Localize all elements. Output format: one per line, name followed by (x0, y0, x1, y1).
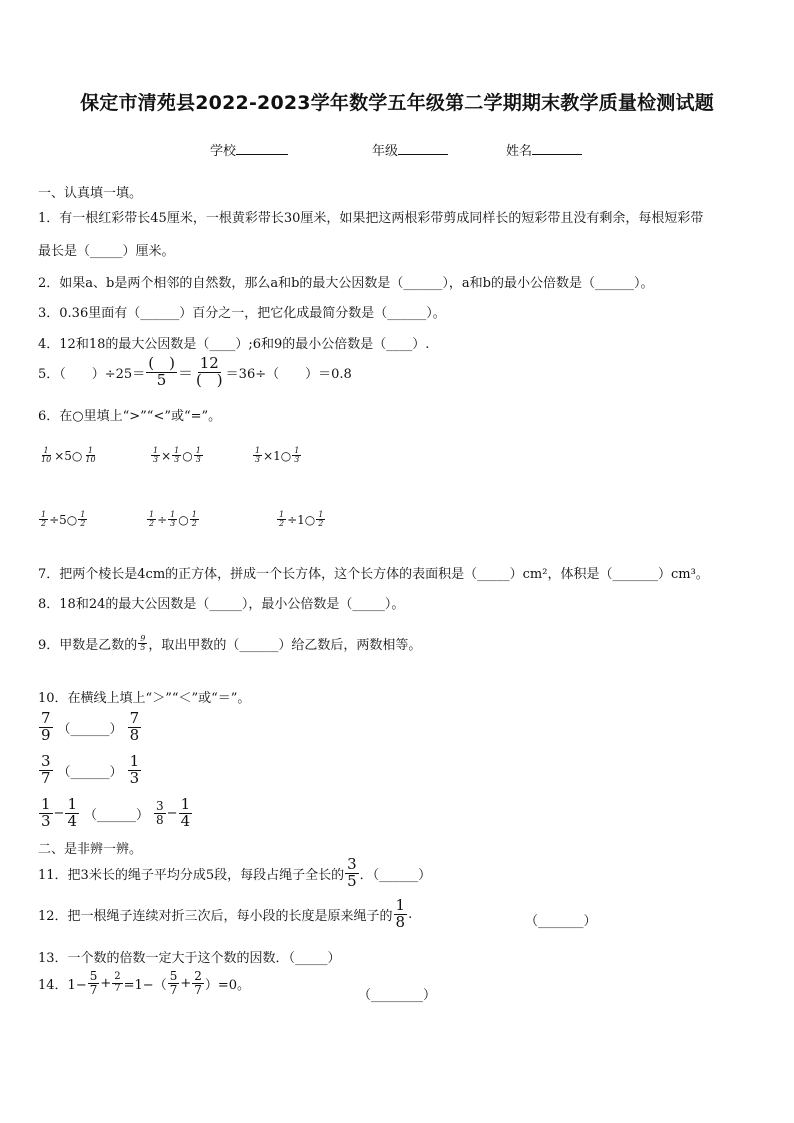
question-7: 7．把两个棱长是4cm的正方体，拼成一个长方体，这个长方体的表面积是（_____）cm²，体积是（_______）cm³。 (38, 567, 709, 582)
section-1-heading: 一、认真填一填。 (38, 186, 143, 201)
question-1-line-2: 最长是（_____）厘米。 (38, 244, 175, 259)
question-5: 5．（ ）÷25＝ $\frac{( )}{5}$ ＝ $\frac{12}{( )}$ ＝36÷（ ）＝0.8 (38, 354, 352, 389)
q6-item-1: $\frac{1}{10}$ ×5○ $\frac{1}{10}$ (41, 446, 96, 465)
grade-label: 年级 (372, 144, 399, 159)
question-2: 2．如果a、b是两个相邻的自然数，那么a和b的最大公因数是（______），a和b的最小公倍数是（______）。 (38, 276, 654, 291)
q10-row-3: $\frac{1}{3}$ − $\frac{1}{4}$ （______） $\frac{3}{8}$ − $\frac{1}{4}$ (41, 795, 191, 830)
question-3: 3．0.36里面有（______）百分之一，把它化成最简分数是（______）。 (38, 306, 446, 321)
question-1-line-1: 1．有一根红彩带长45厘米，一根黄彩带长30厘米，如果把这两根彩带剪成同样长的短彩带且没有剩余，每根短彩带 (38, 211, 704, 226)
question-10: 10．在横线上填上“＞”“＜”或“＝”。 (38, 691, 251, 706)
school-label: 学校 (210, 144, 237, 159)
question-13: 13．一个数的倍数一定大于这个数的因数．（_____） (38, 951, 341, 966)
question-9: 9．甲数是乙数的 $\frac{9}{5}$ ，取出甲数的（______）给乙数后，两数相等。 (38, 633, 422, 653)
q6-item-6: $\frac{1}{2}$ ÷1○ $\frac{1}{2}$ (279, 510, 324, 529)
q12-answer-blank[interactable]: （_______） (525, 914, 597, 929)
q6-item-3: $\frac{1}{3}$ ×1○ $\frac{1}{3}$ (255, 446, 300, 465)
q14-answer-blank[interactable]: （________） (358, 988, 437, 1003)
question-12: 12．把一根绳子连续对折三次后，每小段的长度是原来绳子的 $\frac{1}{8}$ . (38, 896, 413, 931)
q10-row-1: $\frac{7}{9}$ （______） $\frac{7}{8}$ (41, 709, 140, 744)
q5-part-1: 5．（ ）÷25＝ (38, 366, 146, 382)
q6-item-5: $\frac{1}{2}$ ÷ $\frac{1}{3}$ ○ $\frac{1}{2}$ (149, 510, 197, 529)
q5-part-2: ＝36÷（ ）＝0.8 (225, 366, 352, 382)
q6-item-2: $\frac{1}{3}$ × $\frac{1}{3}$ ○ $\frac{1}{3}$ (153, 446, 201, 465)
question-11: 11．把3米长的绳子平均分成5段，每段占绳子全长的 $\frac{3}{5}$ ．（______） (38, 855, 432, 890)
question-14: 14．1− $\frac{5}{7}$ + $\frac{2}{7}$ =1−（ $\frac{5}{7}$ + $\frac{2}{7}$ ）=0。 (38, 969, 251, 997)
school-field[interactable] (210, 140, 288, 159)
name-field[interactable] (506, 140, 582, 159)
question-8: 8．18和24的最大公因数是（_____），最小公倍数是（_____）。 (38, 597, 405, 612)
q6-item-4: $\frac{1}{2}$ ÷5○ $\frac{1}{2}$ (41, 510, 86, 529)
grade-field[interactable] (372, 140, 448, 159)
name-label: 姓名 (506, 144, 533, 159)
section-2-heading: 二、是非辨一辨。 (38, 842, 143, 857)
question-4: 4．12和18的最大公因数是（____）;6和9的最小公倍数是（____）. (38, 337, 430, 352)
question-6: 6．在○里填上“>”“<”或“=”。 (38, 409, 222, 424)
q5-fraction-2: $\frac{12}{( )}$ (195, 354, 223, 389)
q10-row-2: $\frac{3}{7}$ （______） $\frac{1}{3}$ (41, 752, 140, 787)
page-title: 保定市清苑县2022-2023学年数学五年级第二学期期末教学质量检测试题 (80, 92, 714, 114)
q5-fraction-1: $\frac{( )}{5}$ (148, 354, 175, 389)
